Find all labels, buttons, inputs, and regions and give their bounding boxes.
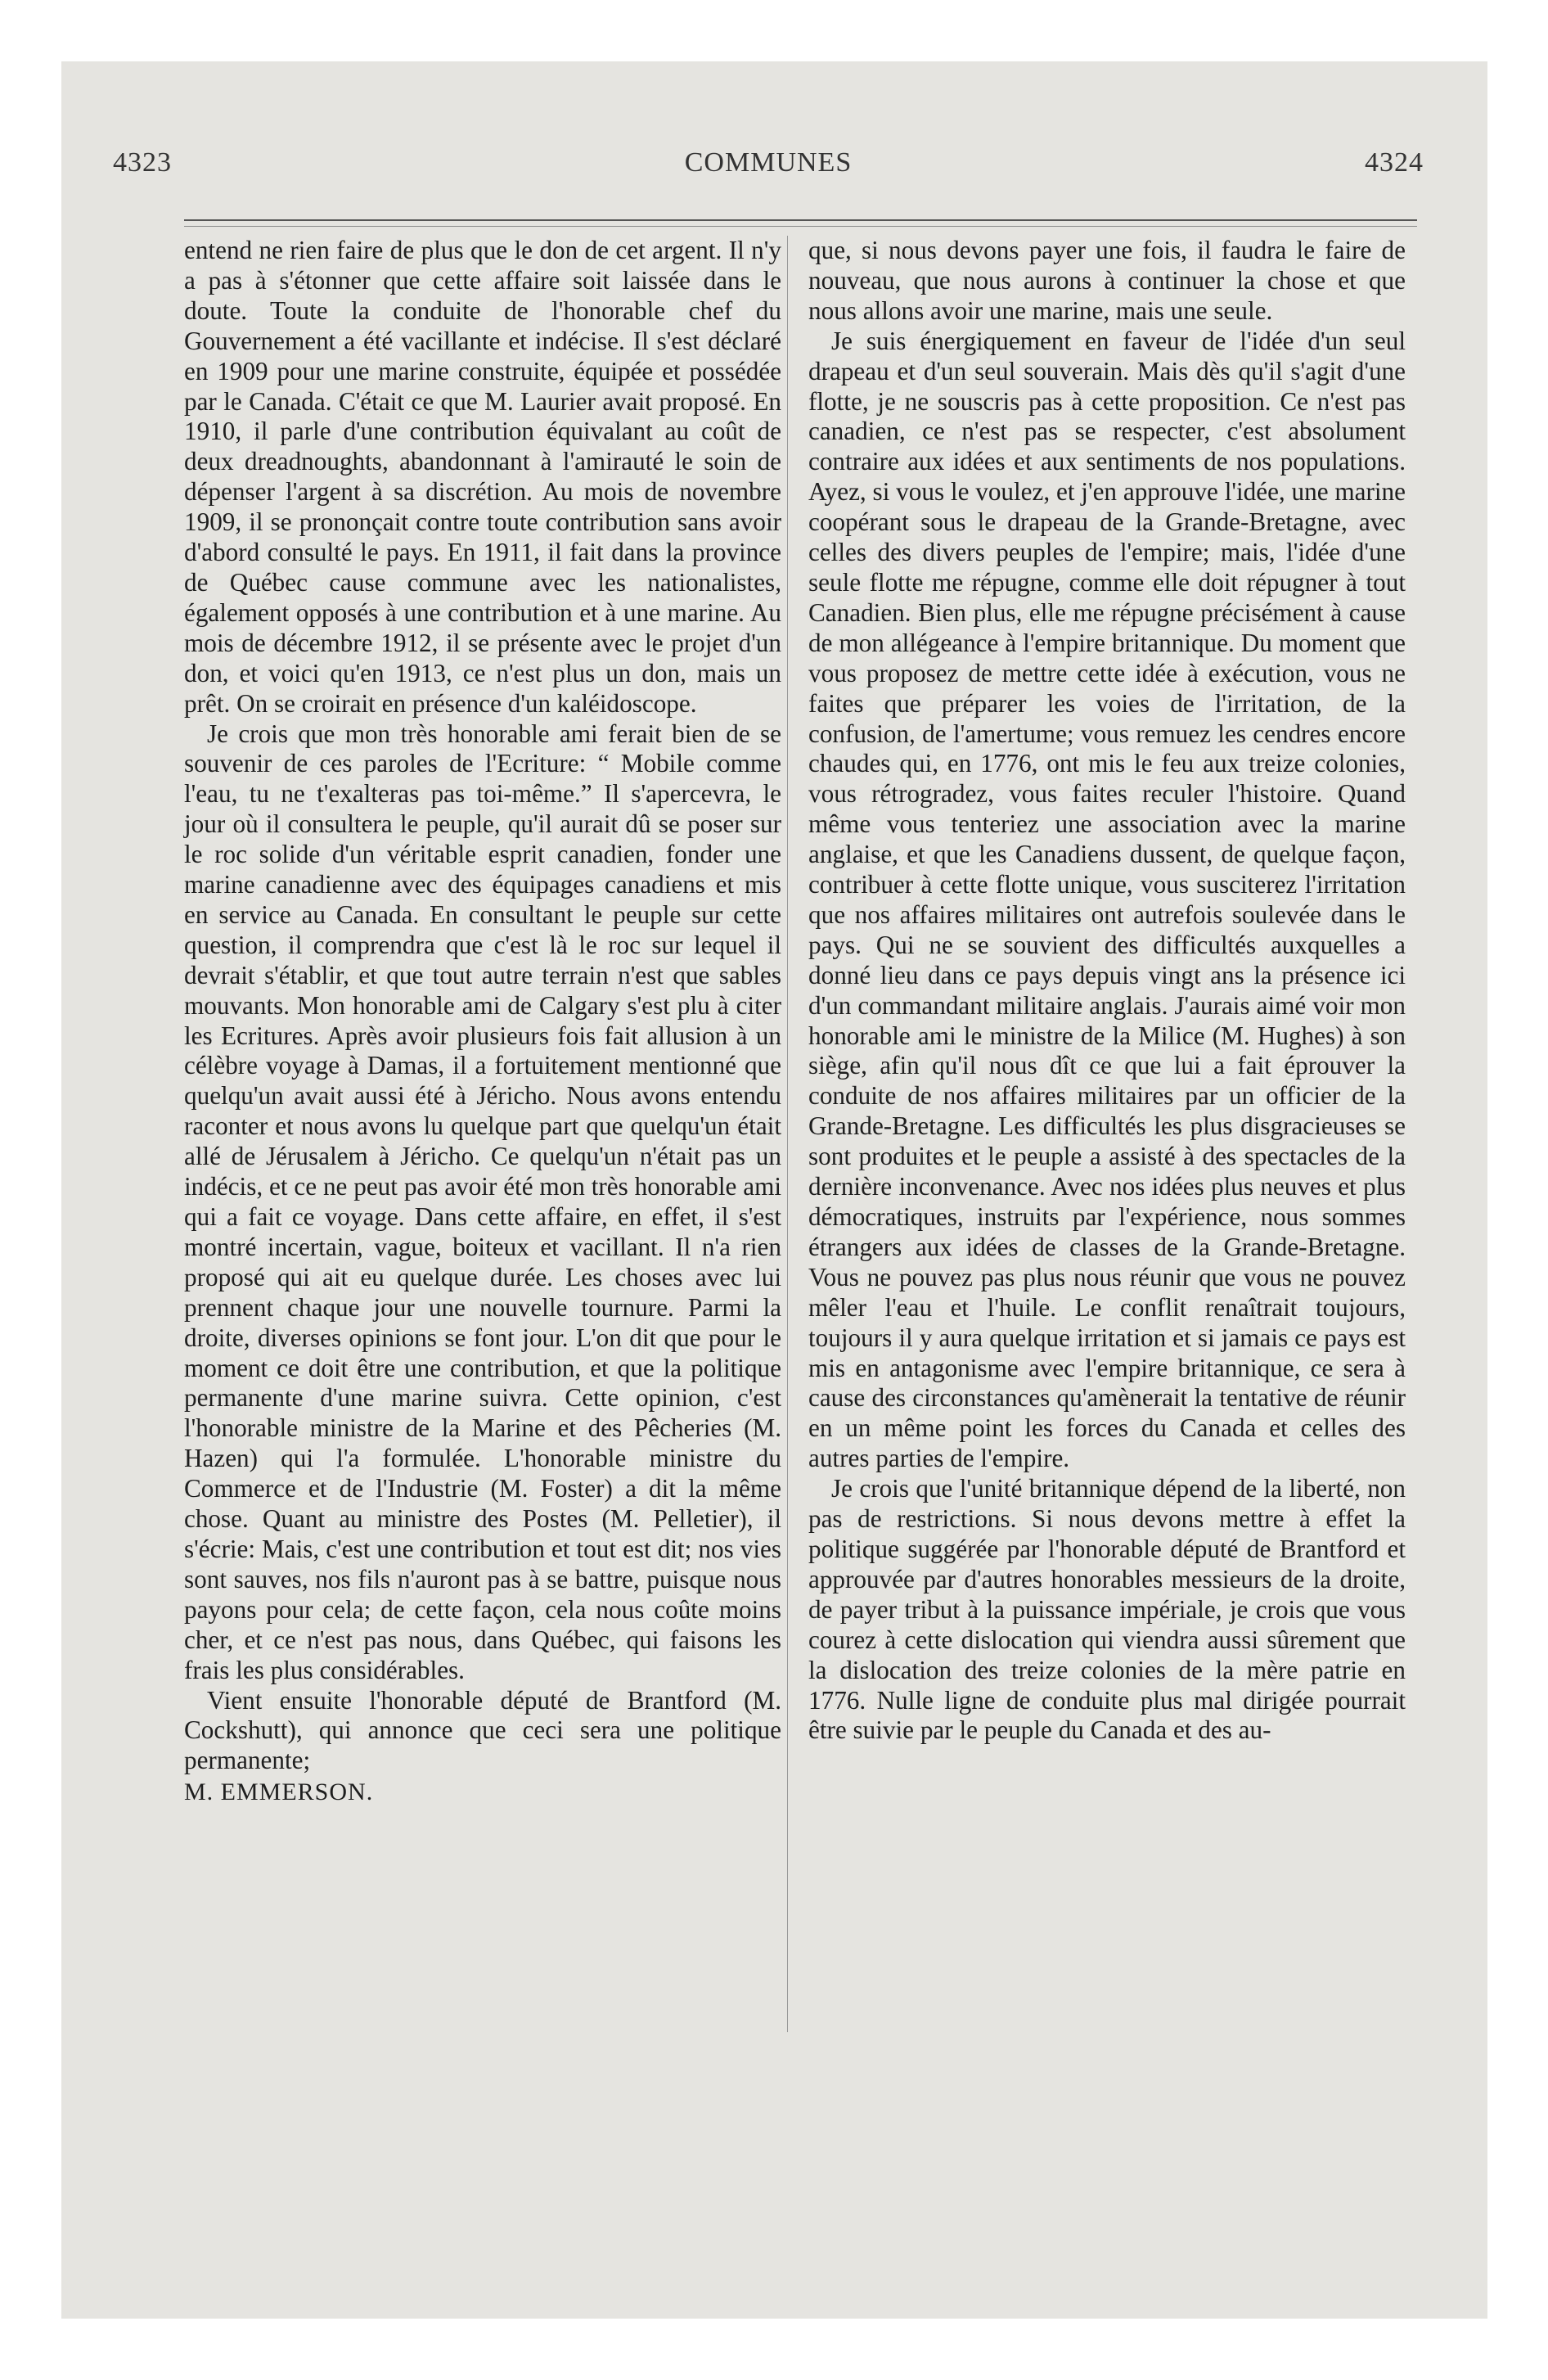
header-rule bbox=[184, 219, 1417, 221]
header-rule-thin bbox=[184, 226, 1417, 227]
right-page-number: 4324 bbox=[1365, 147, 1424, 178]
page-header bbox=[113, 147, 1424, 188]
paragraph: Je crois que mon très honorable ami ferait bien de se souvenir de ces paroles de l'Ecriture: “ Mobile comme l'eau, tu ne t'exalteras pas toi-même.” Il s'apercevra, le jour où il consultera le peuple, qu'il aurait dû se poser sur le roc solide d'un véritable esprit canadien, fonder une marine canadienne avec des équipages canadiens et mis en service au Canada. En consultant le peuple sur cette question, il comprendra que c'est là le roc sur lequel il devrait s'établir, et que tout autre terrain n'est que sables mouvants. Mon honorable ami de Calgary s'est plu à citer les Ecritures. Après avoir plusieurs fois fait allusion à un célèbre voyage à Damas, il a fortuitement mentionné que quelqu'un avait aussi été à Jéricho. Nous avons entendu raconter et nous avons lu quelque part que quelqu'un était allé de Jérusalem à Jéricho. Ce quelqu'un n'était pas un indécis, et ce ne peut pas avoir été mon très honorable ami qui a fait ce voyage. Dans cette affaire, en effet, il s'est montré incertain, vague, boiteux et vacillant. Il n'a rien proposé qui ait eu quelque durée. Les choses avec lui prennent chaque jour une nouvelle tournure. Parmi la droite, diverses opinions se font jour. L'on dit que pour le moment ce doit être une contribution, et que la politique permanente d'une marine suivra. Cette opinion, c'est l'honorable ministre de la Marine et des Pêcheries (M. Hazen) qui l'a formulée. L'honorable ministre du Commerce et de l'Industrie (M. Foster) a dit la même chose. Quant au ministre des Postes (M. Pelletier), il s'écrie: Mais, c'est une contribution et tout est dit; nos vies sont sauves, nos fils n'auront pas à se battre, puisque nous payons pour cela; de cette façon, cela nous coûte moins cher, et ce n'est pas nous, dans Québec, qui faisons les frais les plus considérables. bbox=[184, 719, 781, 1684]
left-page-number: 4323 bbox=[113, 147, 172, 178]
paragraph: Vient ensuite l'honorable député de Brantford (M. Cockshutt), qui annonce que ceci sera une politique permanente; bbox=[184, 1685, 781, 1775]
right-column bbox=[808, 236, 1406, 1746]
paragraph: que, si nous devons payer une fois, il faudra le faire de nouveau, que nous aurons à continuer la chose et que nous allons avoir une marine, mais une seule. bbox=[808, 236, 1406, 325]
paragraph: Je suis énergiquement en faveur de l'idée d'un seul drapeau et d'un seul souverain. Mais dès qu'il s'agit d'une flotte, je ne souscris pas à cette proposition. Ce n'est pas canadien, ce n'est pas se respecter, c'est absolument contraire aux idées et aux sentiments de nos populations. Ayez, si vous le voulez, et j'en approuve l'idée, une marine coopérant sous le drapeau de la Grande-Bretagne, avec celles des divers peuples de l'empire; mais, l'idée d'une seule flotte me répugne, comme elle doit répugner à tout Canadien. Bien plus, elle me répugne précisément à cause de mon allégeance à l'empire britannique. Du moment que vous proposez de mettre cette idée à exécution, vous ne faites que préparer les voies de l'irritation, de la confusion, de l'amertume; vous remuez les cendres encore chaudes qui, en 1776, ont mis le feu aux treize colonies, vous rétrogradez, vous faites reculer l'histoire. Quand même vous tenteriez une association avec la marine anglaise, et que les Canadiens dussent, de quelque façon, contribuer à cette flotte unique, vous susciterez l'irritation que nos affaires militaires ont autrefois soulevée dans le pays. Qui ne se souvient des difficultés auxquelles a donné lieu dans ce pays depuis vingt ans la présence ici d'un commandant militaire anglais. J'aurais aimé voir mon honorable ami le ministre de la Milice (M. Hughes) à son siège, afin qu'il nous dît ce que lui a fait éprouver la conduite de nos affaires militaires par un officier de la Grande-Bretagne. Les difficultés les plus disgracieuses se sont produites et le peuple a assisté à des spectacles de la dernière inconvenance. Avec nos idées plus neuves et plus démocratiques, instruits par l'expérience, nous sommes étrangers aux idées de classes de la Grande-Bretagne. Vous ne pouvez pas plus nous réunir que vous ne pouvez mêler l'eau et l'huile. Le conflit renaîtrait toujours, toujours il y aura quelque irritation et si jamais ce pays est mis en antagonisme avec l'empire britannique, ce sera à cause des circonstances qu'amènerait la tentative de réunir en un même point les forces du Canada et celles des autres parties de l'empire. bbox=[808, 326, 1406, 1473]
column-divider bbox=[787, 236, 788, 2032]
page-title: COMMUNES bbox=[684, 147, 853, 178]
speaker-name: M. EMMERSON. bbox=[184, 1778, 374, 1806]
paragraph: entend ne rien faire de plus que le don de cet argent. Il n'y a pas à s'étonner que cette affaire soit laissée dans le doute. Toute la conduite de l'honorable chef du Gouvernement a été vacillante et indécise. Il s'est déclaré en 1909 pour une marine construite, équipée et possédée par le Canada. C'était ce que M. Laurier avait proposé. En 1910, il parle d'une contribution équivalant au coût de deux dreadnoughts, abandonnant à l'amirauté le soin de dépenser l'argent à sa discrétion. Au mois de novembre 1909, il se prononçait contre toute contribution sans avoir d'abord consulté le pays. En 1911, il fait dans la province de Québec cause commune avec les nationalistes, également opposés à une contribution et à une marine. Au mois de décembre 1912, il se présente avec le projet d'un don, et voici qu'en 1913, ce n'est plus un don, mais un prêt. On se croirait en présence d'un kaléidoscope. bbox=[184, 236, 781, 718]
paragraph: Je crois que l'unité britannique dépend de la liberté, non pas de restrictions. Si nous devons mettre à effet la politique suggérée par l'honorable député de Brantford et approuvée par d'autres honorables messieurs de la droite, de payer tribut à la puissance impériale, je crois que vous courez à cette dislocation qui viendra aussi sûrement que la dislocation des treize colonies de la mère patrie en 1776. Nulle ligne de conduite plus mal dirigée pourrait être suivie par le peuple du Canada et des au- bbox=[808, 1474, 1406, 1745]
left-column bbox=[184, 236, 781, 1808]
